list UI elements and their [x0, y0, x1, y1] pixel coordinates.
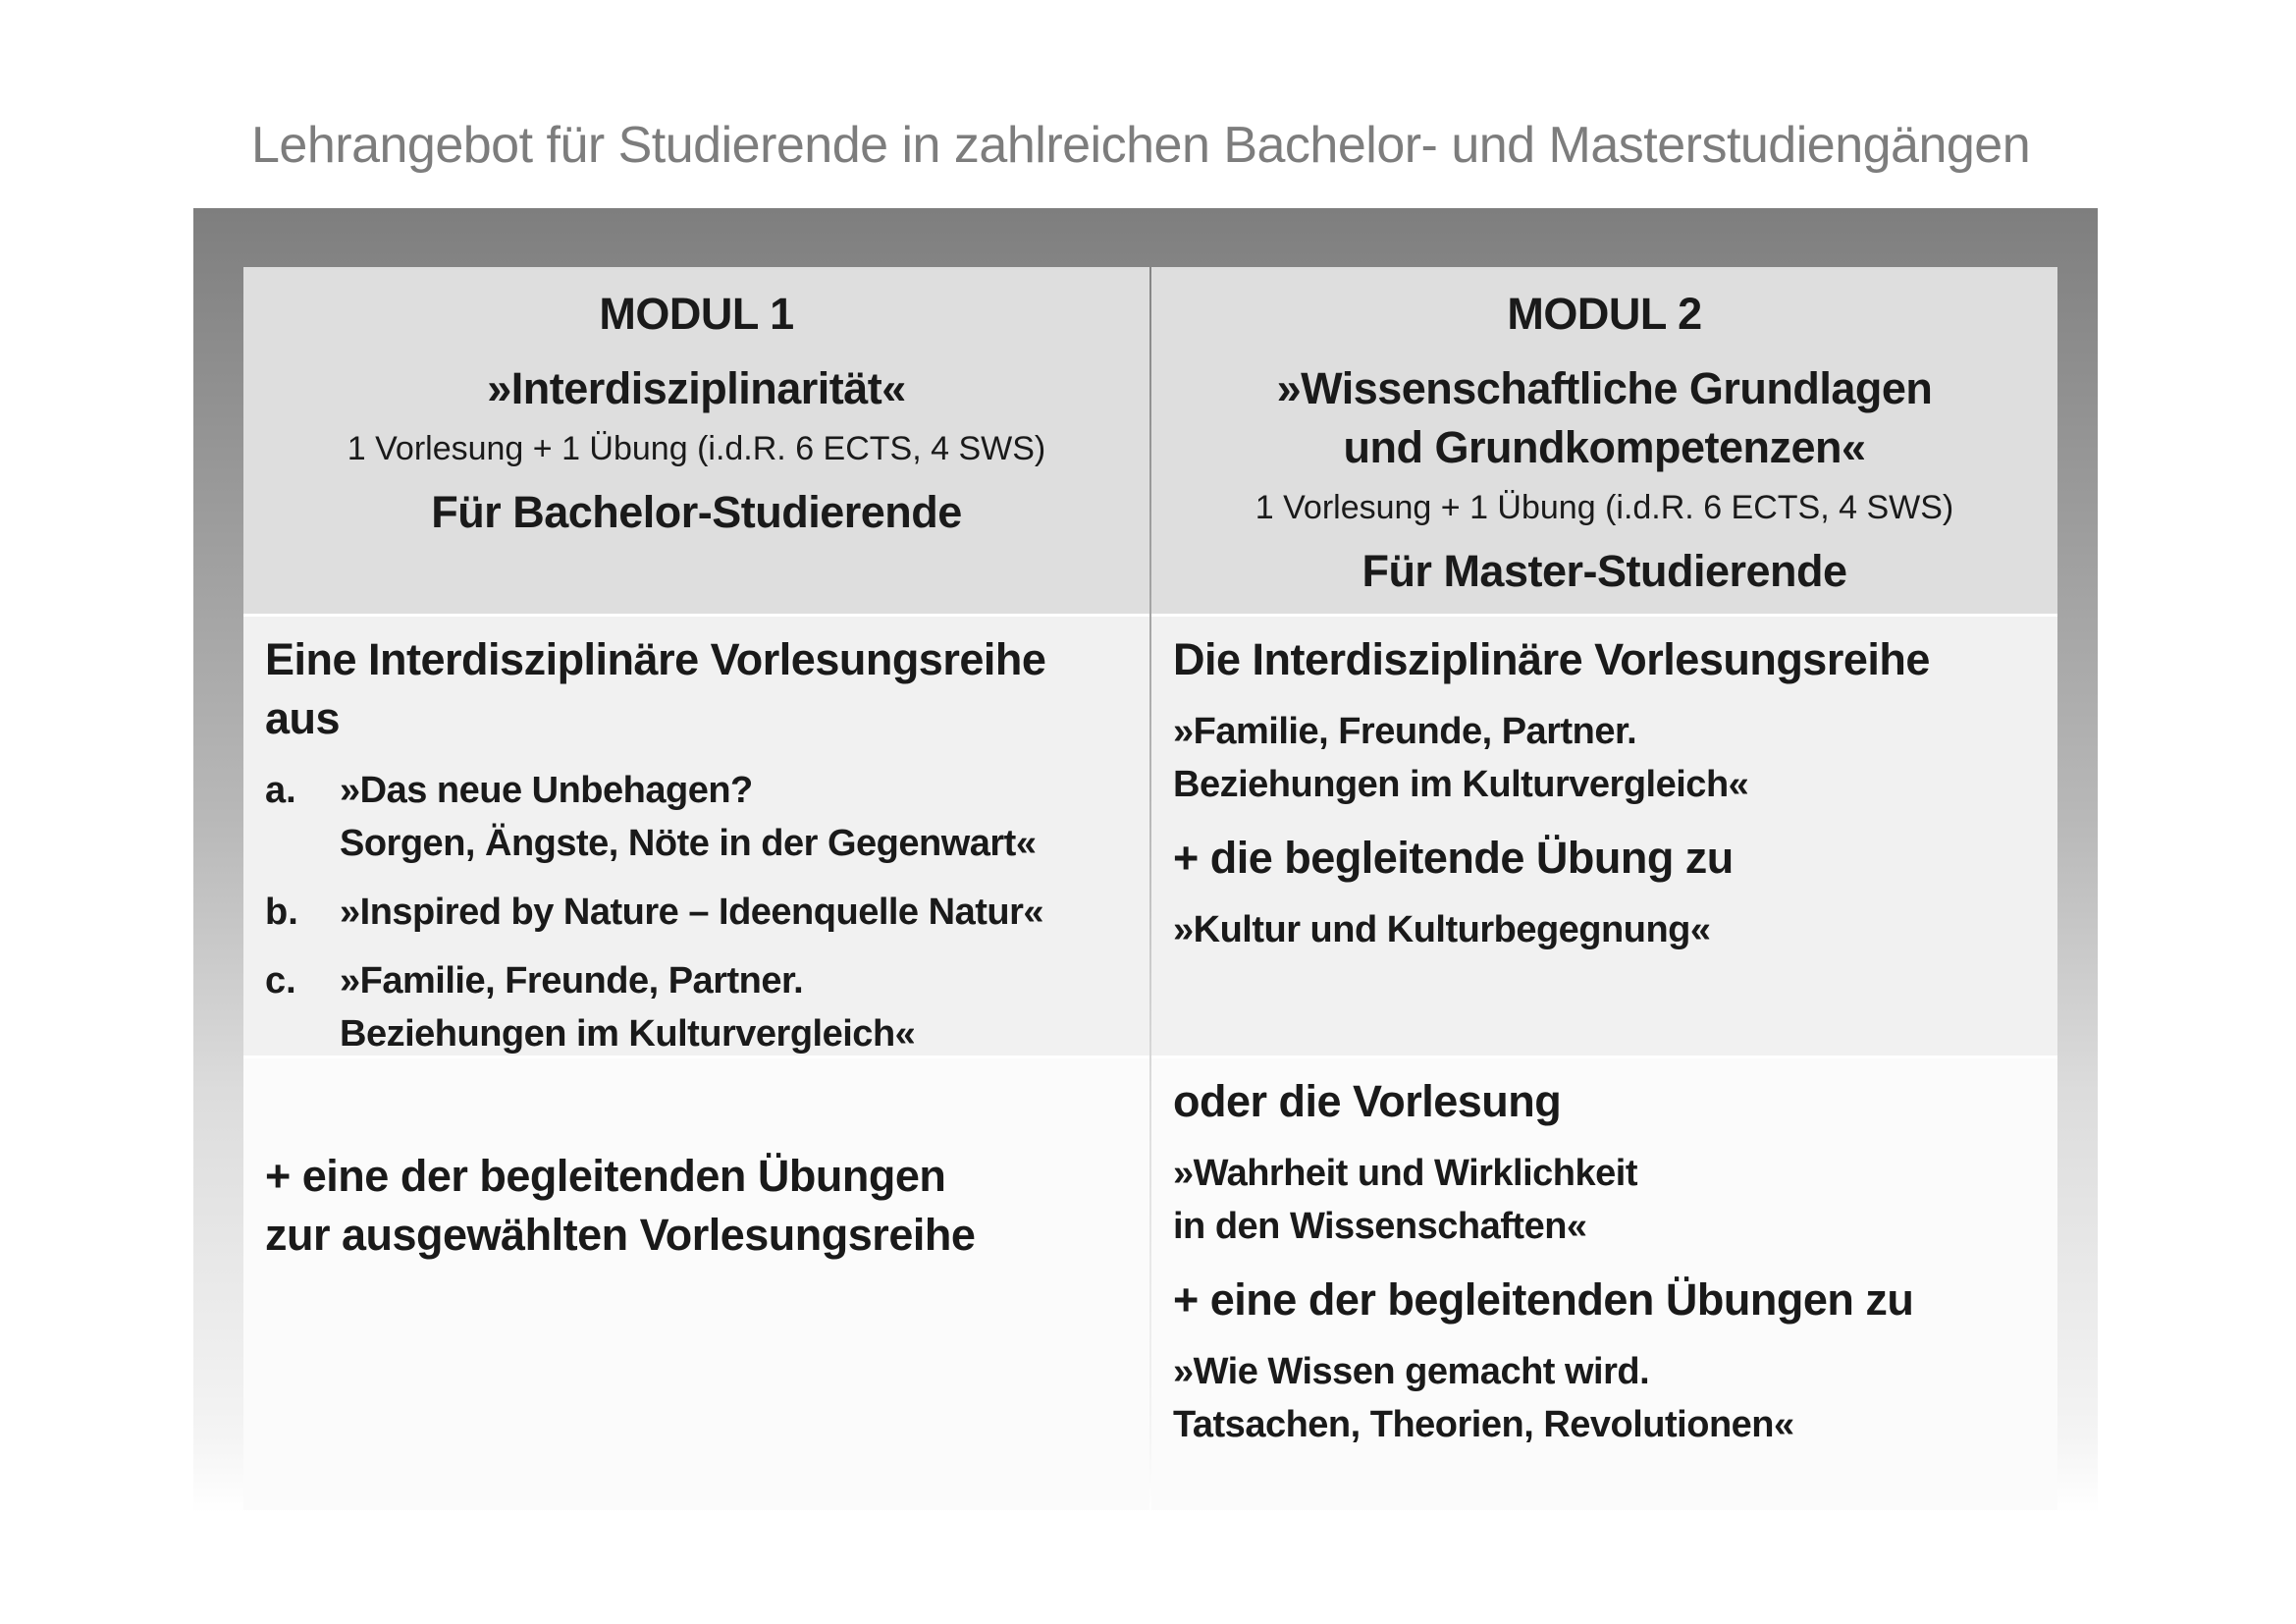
list-marker: c.	[265, 960, 296, 1001]
list-marker: a.	[265, 770, 296, 811]
module-1-title: MODUL 1	[599, 289, 794, 339]
module-2-title: MODUL 2	[1507, 289, 1702, 339]
module-1-info: 1 Vorlesung + 1 Übung (i.d.R. 6 ECTS, 4 SWS)	[347, 430, 1046, 467]
module-2-alt-lecture-line-1: »Wahrheit und Wirklichkeit	[1173, 1153, 1637, 1194]
list-text: Sorgen, Ängste, Nöte in der Gegenwart«	[340, 823, 1037, 864]
module-1-lead: Eine Interdisziplinäre Vorlesungsreihe aus	[265, 634, 1046, 743]
module-2-alt-exercise-lead: + eine der begleitenden Übungen zu	[1173, 1274, 1914, 1325]
module-2-exercise: »Kultur und Kulturbegegnung«	[1173, 909, 1711, 950]
module-2-alt-lead: oder die Vorlesung	[1173, 1076, 1562, 1126]
module-2-name-line-1: »Wissenschaftliche Grundlagen	[1276, 363, 1933, 413]
module-2-lectures	[1151, 617, 2057, 1058]
module-2-alt-exercise-line-1: »Wie Wissen gemacht wird.	[1173, 1351, 1650, 1392]
module-2-alternative	[1151, 1058, 2057, 1510]
module-table	[243, 267, 2057, 1510]
module-1-exercises	[243, 1058, 1149, 1510]
module-2-info: 1 Vorlesung + 1 Übung (i.d.R. 6 ECTS, 4 SWS)	[1255, 489, 1954, 526]
module-1-name: »Interdisziplinarität«	[487, 363, 906, 413]
module-2-alt-lecture-line-2: in den Wissenschaften«	[1173, 1206, 1587, 1247]
list-text: Beziehungen im Kulturvergleich«	[340, 1013, 916, 1055]
list-text: »Familie, Freunde, Partner.	[340, 960, 804, 1001]
list-item	[265, 954, 1130, 1060]
module-2-series-line-2: Beziehungen im Kulturvergleich«	[1173, 764, 1749, 805]
list-marker: b.	[265, 892, 298, 933]
module-1-exercise-line-1: + eine der begleitenden Übungen	[265, 1151, 946, 1201]
module-2-series-line-1: »Familie, Freunde, Partner.	[1173, 711, 1637, 752]
module-1-target: Für Bachelor-Studierende	[431, 487, 962, 537]
module-2-exercise-lead: + die begleitende Übung zu	[1173, 833, 1734, 883]
module-2-target: Für Master-Studierende	[1362, 546, 1847, 596]
list-item	[265, 886, 1130, 939]
module-1-lectures	[243, 617, 1149, 1058]
module-1-header	[243, 267, 1149, 617]
module-2-name-line-2: und Grundkompetenzen«	[1343, 422, 1866, 472]
module-1-exercise-line-2: zur ausgewählten Vorlesungsreihe	[265, 1210, 976, 1260]
module-2-alt-exercise-line-2: Tatsachen, Theorien, Revolutionen«	[1173, 1404, 1794, 1445]
module-2-lead: Die Interdisziplinäre Vorlesungsreihe	[1173, 634, 1930, 684]
page-title: Lehrangebot für Studierende in zahlreichen Bachelor- und Masterstudiengängen	[251, 117, 2031, 174]
module-2-header	[1151, 267, 2057, 617]
list-text: »Das neue Unbehagen?	[340, 770, 753, 811]
list-item	[265, 764, 1130, 870]
list-text: »Inspired by Nature – Ideenquelle Natur«	[340, 892, 1043, 933]
